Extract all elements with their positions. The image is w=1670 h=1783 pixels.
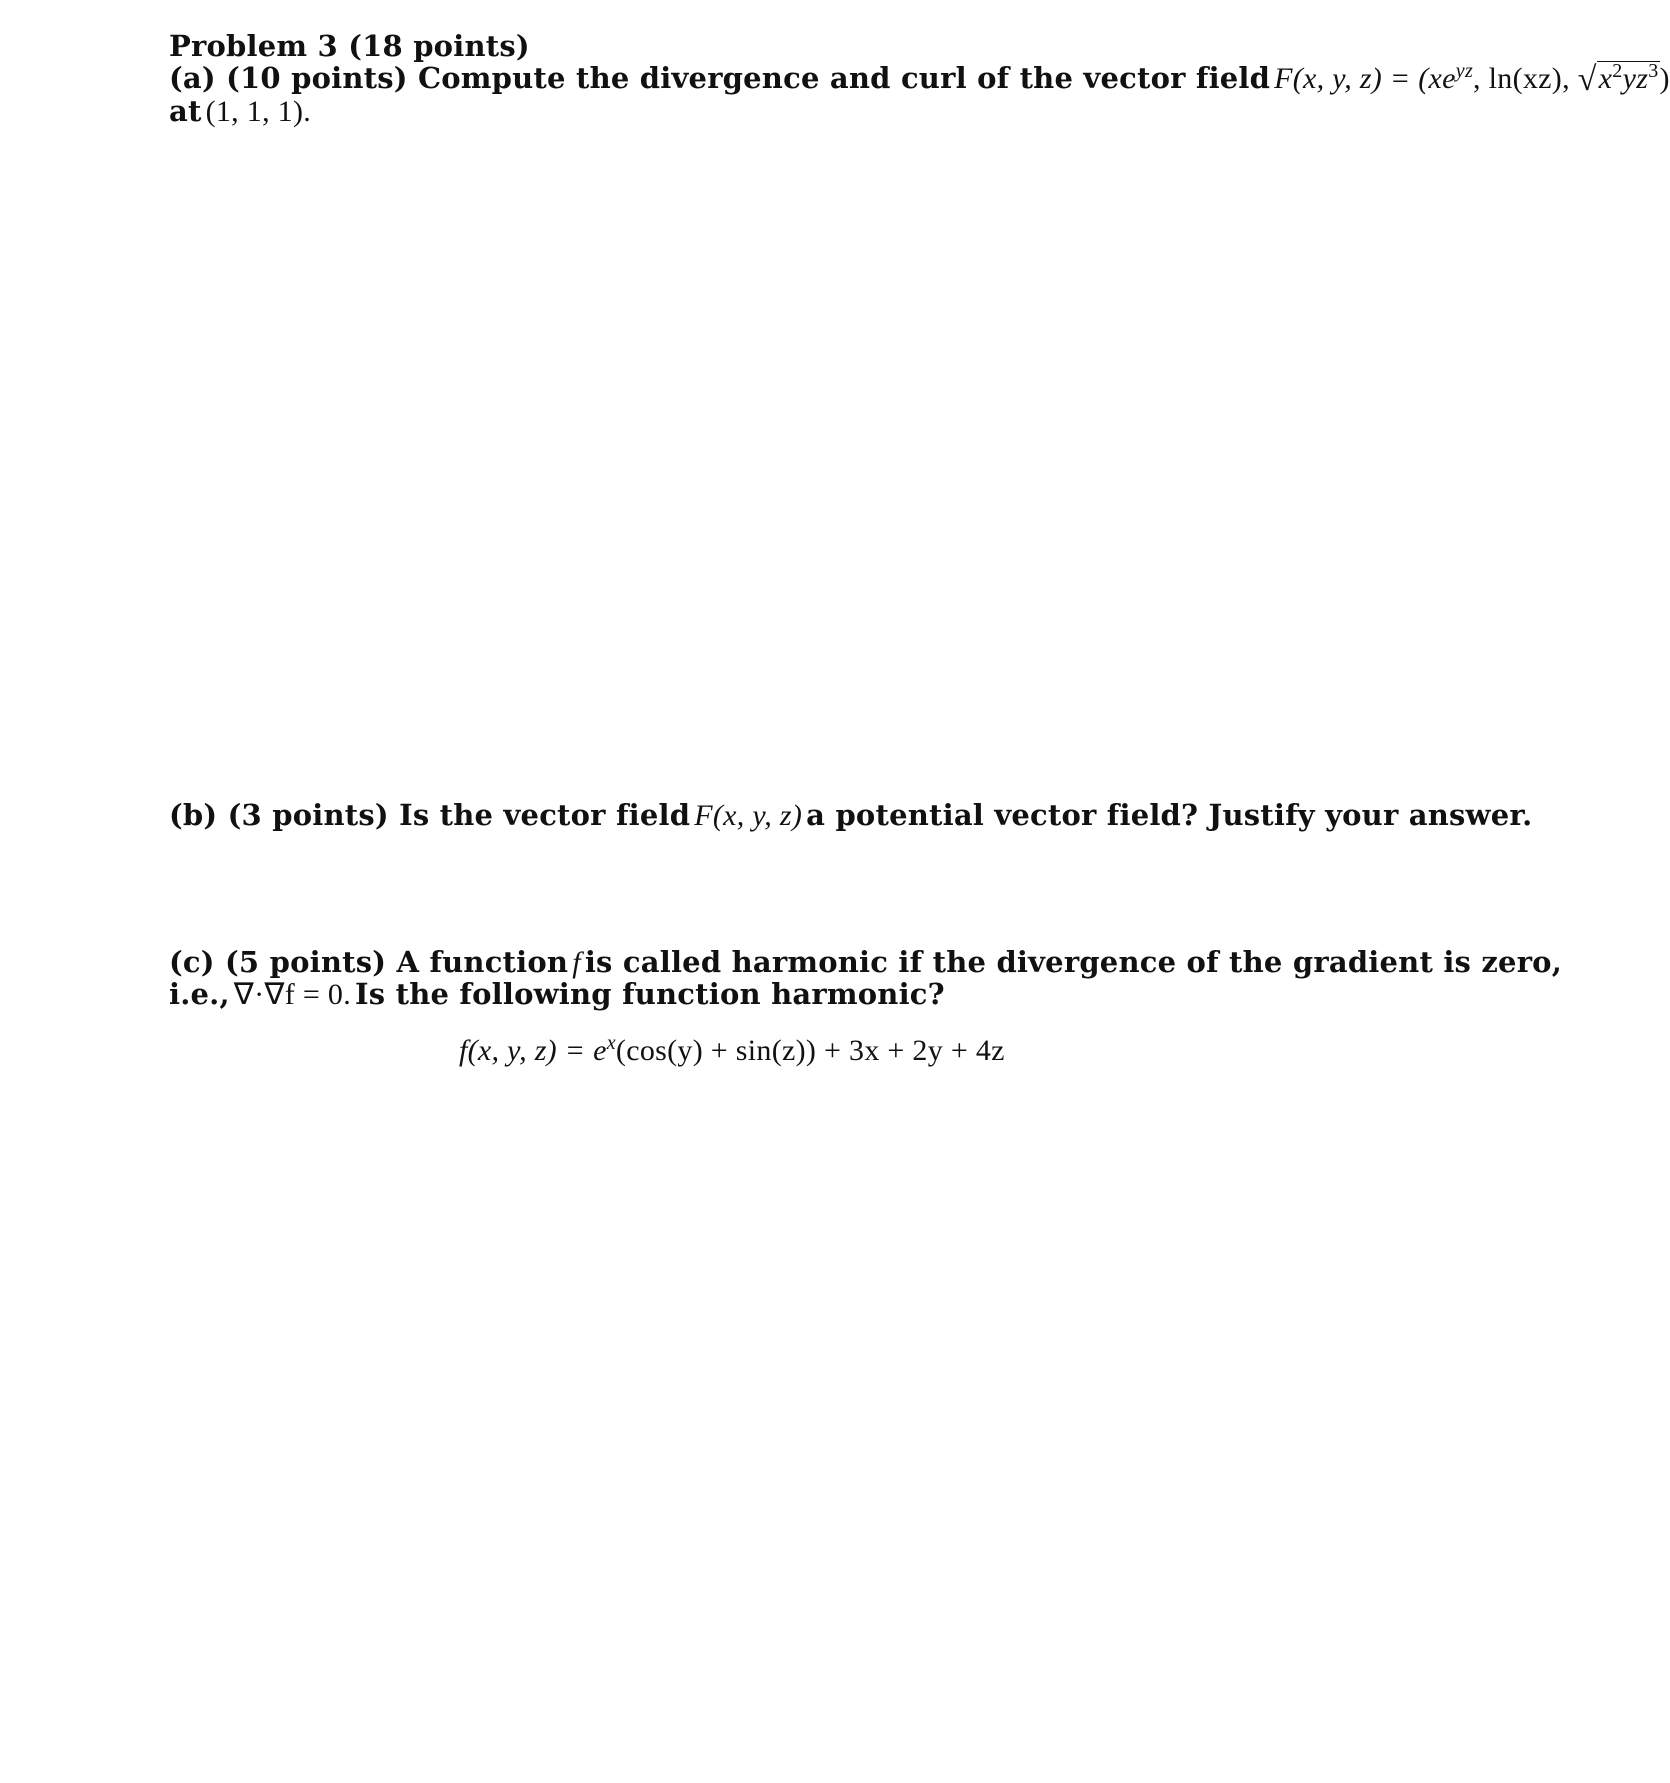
part-a-statement [169,60,1670,102]
equation-rhs: (cos(y) + sin(z)) + 3x + 2y + 4z [615,1034,1005,1067]
radical-sign-icon: √ [1577,61,1597,98]
problem-title-text: Problem 3 (18 points) [169,29,530,63]
field-lhs: F(x, y, z) = [1274,62,1419,95]
part-c-text-before: (c) (5 points) A function [169,945,569,979]
sqrt-component [1578,60,1660,97]
part-c-statement-line2 [169,976,945,1018]
part-a-label: (a) (10 points) Compute the divergence and curl of the vector field [169,61,1271,95]
harmonic-condition: ∇·∇f = 0. [233,978,352,1011]
part-c-question: Is the following function harmonic? [355,977,945,1011]
vector-field-formula [1274,60,1670,98]
problem-title [169,28,530,64]
closing-paren: ) [1659,62,1670,95]
part-b-field: F(x, y, z) [694,799,803,832]
part-b-statement [169,797,1532,839]
component-2: , ln(xz), [1473,62,1578,95]
equation-lhs: f(x, y, z) = e [459,1034,607,1067]
harmonic-function-equation [459,1033,1005,1069]
part-b-text-after: a potential vector field? Justify your answer. [806,798,1533,832]
at-word: at [169,94,202,128]
equation-exponent: x [606,1032,616,1054]
part-a-point-line [169,93,311,135]
radicand: $x^2yz^3$ [1598,60,1659,95]
evaluation-point: (1, 1, 1). [205,95,312,128]
component-1: ($xe^{yz}$ [1418,60,1474,95]
f-symbol: f [572,946,581,979]
part-c-text-after: is called harmonic if the divergence of the gradient is zero, [584,945,1563,979]
part-b-text-before: (b) (3 points) Is the vector field [169,798,691,832]
ie-text: i.e., [169,977,230,1011]
